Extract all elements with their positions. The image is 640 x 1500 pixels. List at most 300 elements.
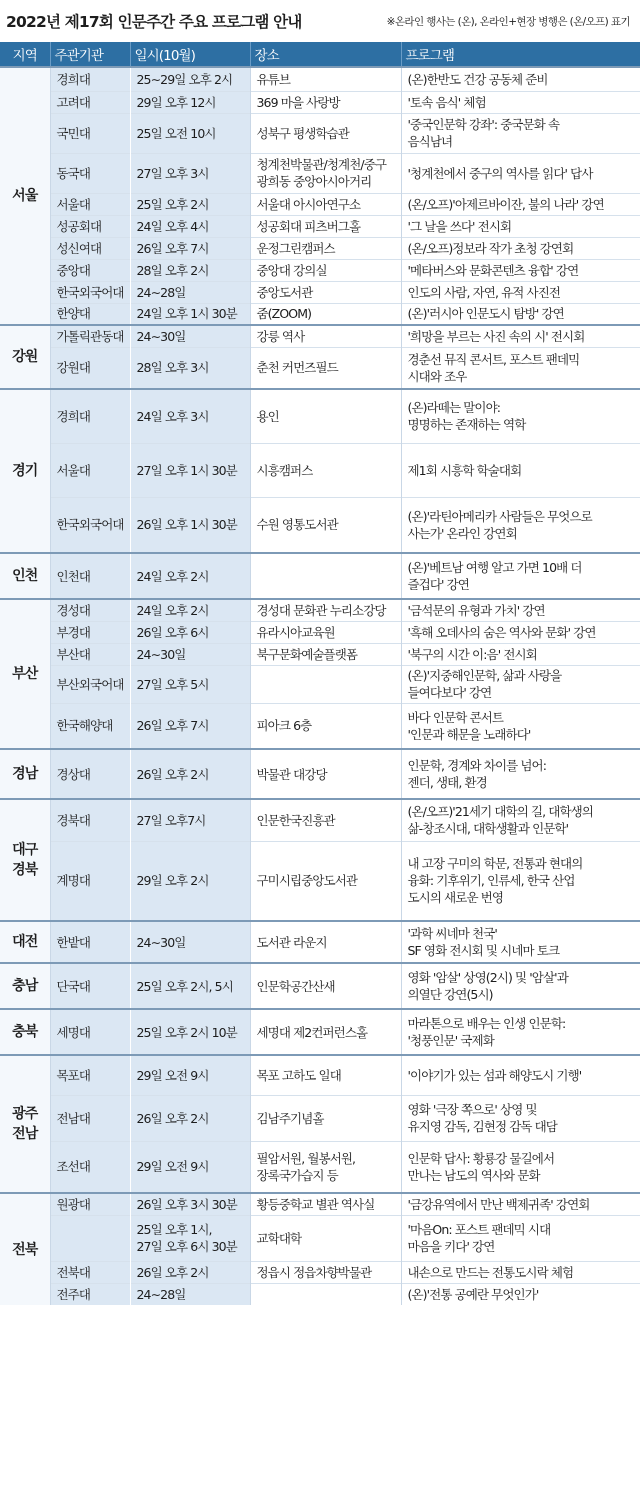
place-cell: [250, 921, 401, 963]
table-row: [0, 1141, 640, 1193]
program-cell: [401, 259, 640, 281]
text-line: 김남주기념홀: [256, 1110, 324, 1126]
organizer-cell: 경희대: [50, 389, 130, 443]
text-line: (온)'러시아 인문도시 탐방' 강연: [407, 306, 564, 322]
text-line: 26일 오후 7시: [136, 240, 209, 256]
region-cell: [0, 553, 50, 599]
program-cell: [401, 389, 640, 443]
text-line: 24일 오후 1시 30분: [136, 306, 237, 322]
organizer-cell: 경희대: [50, 67, 130, 91]
organizer-cell: 경북대: [50, 799, 130, 841]
date-cell: [130, 1193, 250, 1215]
table-row: [0, 921, 640, 963]
organizer-cell: 전주대: [50, 1283, 130, 1305]
text-line: 25∼29일 오후 2시: [136, 71, 233, 87]
date-cell: [130, 91, 250, 113]
place-cell: [250, 259, 401, 281]
table-row: [0, 1055, 640, 1095]
date-cell: [130, 799, 250, 841]
text-line: 마음을 키다' 강연: [407, 1239, 495, 1254]
place-cell: [250, 215, 401, 237]
text-line: 강원: [12, 349, 38, 365]
program-cell: [401, 91, 640, 113]
text-line: 피아크 6층: [256, 718, 312, 734]
place-cell: [250, 799, 401, 841]
text-line: 대전: [12, 934, 38, 950]
date-cell: [130, 303, 250, 325]
date-cell: [130, 237, 250, 259]
date-cell: [130, 259, 250, 281]
text-line: '이야기가 있는 섬과 해양도시 기행': [407, 1067, 582, 1083]
organizer-cell: 단국대: [50, 963, 130, 1009]
program-cell: [401, 621, 640, 643]
region-cell: [0, 1193, 50, 1305]
program-cell: [401, 553, 640, 599]
text-line: 내손으로 만드는 전통도시락 체험: [407, 1264, 574, 1280]
text-line: 성북구 평생학습관: [256, 125, 349, 141]
region-cell: [0, 599, 50, 749]
text-line: (온)라떼는 말이야:: [407, 400, 501, 416]
text-line: 경북: [12, 862, 38, 878]
table-row: [0, 153, 640, 193]
program-cell: [401, 281, 640, 303]
text-line: '청계천에서 중구의 역사를 읽다' 답사: [407, 165, 593, 181]
text-line: 정읍시 정읍차향박물관: [256, 1264, 372, 1280]
program-cell: [401, 215, 640, 237]
date-cell: [130, 749, 250, 799]
place-cell: [250, 325, 401, 347]
text-line: 29일 오후 12시: [136, 94, 216, 110]
region-cell: [0, 963, 50, 1009]
text-line: 강릉 역사: [256, 328, 305, 344]
text-line: 24일 오후 3시: [136, 408, 209, 424]
program-cell: [401, 237, 640, 259]
table-row: [0, 303, 640, 325]
table-row: [0, 91, 640, 113]
table-row: [0, 67, 640, 91]
text-line: 인문학 답사: 황룡강 물길에서: [407, 1150, 555, 1166]
text-line: 25일 오후 2시 10분: [136, 1024, 237, 1040]
text-line: 인문학공간산새: [256, 978, 335, 994]
program-cell: [401, 1141, 640, 1193]
text-line: (온)한반도 건강 공동체 준비: [407, 71, 548, 87]
date-cell: [130, 1141, 250, 1193]
text-line: 서울대 아시아연구소: [256, 196, 361, 212]
program-cell: [401, 599, 640, 621]
text-line: 26일 오후 1시 30분: [136, 517, 237, 533]
program-cell: [401, 1283, 640, 1305]
text-line: 도시의 새로운 번영: [407, 890, 504, 906]
organizer-cell: 전북대: [50, 1261, 130, 1283]
place-cell: [250, 1055, 401, 1095]
region-cell: [0, 921, 50, 963]
program-cell: [401, 325, 640, 347]
organizer-cell: 한국외국어대: [50, 497, 130, 553]
organizer-cell: 목포대: [50, 1055, 130, 1095]
text-line: 26일 오후 6시: [136, 624, 209, 640]
text-line: 교학대학: [256, 1230, 302, 1246]
date-cell: [130, 841, 250, 921]
text-line: 25일 오후 2시: [136, 196, 209, 212]
text-line: 유지영 감독, 김현정 감독 대담: [407, 1119, 557, 1134]
table-row: [0, 621, 640, 643]
program-table: [0, 42, 640, 1305]
text-line: 만나는 남도의 역사와 문화: [407, 1167, 540, 1183]
text-line: 도서관 라운지: [256, 934, 327, 950]
program-cell: [401, 193, 640, 215]
table-row: [0, 281, 640, 303]
organizer-cell: 한국해양대: [50, 703, 130, 749]
table-row: [0, 963, 640, 1009]
organizer-cell: 전남대: [50, 1095, 130, 1141]
place-cell: [250, 237, 401, 259]
text-line: 충남: [12, 978, 38, 994]
program-cell: [401, 1095, 640, 1141]
text-line: 경성대 문화관 누리소강당: [256, 602, 386, 618]
organizer-cell: 고려대: [50, 91, 130, 113]
date-cell: [130, 1055, 250, 1095]
text-line: 사는가' 온라인 강연회: [407, 525, 517, 541]
text-line: 중앙도서관: [256, 284, 313, 300]
text-line: 용인: [256, 408, 279, 424]
date-cell: [130, 963, 250, 1009]
table-row: [0, 497, 640, 553]
text-line: 27일 오후 5시: [136, 676, 209, 692]
place-cell: [250, 553, 401, 599]
table-row: [0, 665, 640, 703]
text-line: 24∼28일: [136, 284, 186, 300]
organizer-cell: 서울대: [50, 193, 130, 215]
organizer-cell: 부경대: [50, 621, 130, 643]
place-cell: [250, 443, 401, 497]
program-cell: [401, 643, 640, 665]
text-line: 28일 오후 2시: [136, 262, 209, 278]
legend-note: ※온라인 행사는 (온), 온라인+현장 병행은 (온/오프) 표기: [386, 15, 630, 28]
text-line: 전북: [12, 1241, 38, 1258]
program-cell: [401, 497, 640, 553]
text-line: 27일 오후 6시 30분: [136, 1239, 237, 1254]
region-cell: [0, 67, 50, 325]
organizer-cell: [50, 1215, 130, 1261]
date-cell: [130, 193, 250, 215]
column-header-region: 지역: [0, 42, 50, 67]
date-cell: [130, 1095, 250, 1141]
text-line: '금강유역에서 만난 백제귀족' 강연회: [407, 1196, 590, 1212]
text-line: (온)'라틴아메리카 사람들은 무엇으로: [407, 508, 592, 524]
organizer-cell: 한밭대: [50, 921, 130, 963]
date-cell: [130, 703, 250, 749]
place-cell: [250, 621, 401, 643]
text-line: (온/오프)정보라 작가 초청 강연회: [407, 240, 574, 256]
date-cell: [130, 443, 250, 497]
table-row: [0, 703, 640, 749]
text-line: (온/오프)'아제르바이잔, 불의 나라' 강연: [407, 196, 604, 212]
date-cell: [130, 621, 250, 643]
organizer-cell: 경성대: [50, 599, 130, 621]
table-row: [0, 643, 640, 665]
table-row: [0, 389, 640, 443]
text-line: 26일 오후 3시 30분: [136, 1196, 237, 1212]
date-cell: [130, 497, 250, 553]
table-row: [0, 325, 640, 347]
organizer-cell: 가톨릭관동대: [50, 325, 130, 347]
text-line: '토속 음식' 체험: [407, 94, 486, 110]
text-line: 24일 오후 2시: [136, 568, 209, 584]
text-line: 삶-창조시대, 대학생활과 인문학': [407, 821, 569, 837]
table-row: [0, 347, 640, 389]
place-cell: [250, 1009, 401, 1055]
text-line: 필암서원, 월봉서원,: [256, 1150, 356, 1166]
program-cell: [401, 963, 640, 1009]
program-cell: [401, 153, 640, 193]
organizer-cell: 경상대: [50, 749, 130, 799]
program-cell: [401, 1261, 640, 1283]
text-line: 369 마을 사랑방: [256, 94, 340, 110]
organizer-cell: 동국대: [50, 153, 130, 193]
program-cell: [401, 1055, 640, 1095]
text-line: 성공회대 피츠버그홀: [256, 218, 361, 234]
date-cell: [130, 1283, 250, 1305]
text-line: 경기: [12, 463, 38, 479]
place-cell: [250, 643, 401, 665]
text-line: (온)'전통 공예란 무엇인가': [407, 1286, 539, 1302]
date-cell: [130, 215, 250, 237]
organizer-cell: 세명대: [50, 1009, 130, 1055]
place-cell: [250, 91, 401, 113]
place-cell: [250, 1193, 401, 1215]
place-cell: [250, 281, 401, 303]
text-line: '흑해 오데사의 숨은 역사와 문화' 강연: [407, 624, 596, 640]
date-cell: [130, 643, 250, 665]
place-cell: [250, 599, 401, 621]
region-cell: [0, 799, 50, 921]
text-line: 광주: [12, 1106, 38, 1122]
date-cell: [130, 665, 250, 703]
text-line: 27일 오후 3시: [136, 165, 209, 181]
text-line: 운정그린캠퍼스: [256, 240, 335, 256]
region-cell: [0, 1055, 50, 1193]
text-line: '희망을 부르는 사진 속의 시' 전시회: [407, 328, 585, 344]
place-cell: [250, 665, 401, 703]
program-cell: [401, 347, 640, 389]
text-line: 부산: [12, 666, 38, 682]
text-line: 경춘선 뮤직 콘서트, 포스트 팬데믹: [407, 351, 580, 367]
column-header-program: 프로그램: [401, 42, 640, 67]
program-cell: [401, 665, 640, 703]
text-line: 황등중학교 별관 역사실: [256, 1196, 375, 1212]
text-line: 북구문화예술플랫폼: [256, 646, 358, 662]
place-cell: [250, 193, 401, 215]
text-line: 춘천 커먼즈필드: [256, 360, 338, 376]
table-row: [0, 1009, 640, 1055]
table-row: [0, 799, 640, 841]
date-cell: [130, 113, 250, 153]
text-line: '그 날을 쓰다' 전시회: [407, 218, 512, 234]
region-cell: [0, 1009, 50, 1055]
program-cell: [401, 1193, 640, 1215]
text-line: 장록국가습지 등: [256, 1167, 338, 1183]
text-line: 27일 오후7시: [136, 812, 206, 828]
text-line: '인문과 해문을 노래하다': [407, 726, 531, 742]
text-line: 24∼30일: [136, 646, 186, 662]
text-line: 젠더, 생태, 환경: [407, 775, 487, 790]
text-line: (온/오프)'21세기 대학의 길, 대학생의: [407, 804, 593, 820]
table-row: [0, 841, 640, 921]
text-line: 26일 오후 2시: [136, 766, 209, 782]
text-line: 명명하는 존재하는 역학: [407, 417, 526, 433]
text-line: '메타버스와 문화콘텐츠 융합' 강연: [407, 262, 579, 278]
text-line: 인문한국진흥관: [256, 812, 335, 828]
text-line: 청계천박물관/청계천/중구: [256, 157, 387, 172]
date-cell: [130, 67, 250, 91]
place-cell: [250, 749, 401, 799]
table-row: [0, 749, 640, 799]
table-row: [0, 259, 640, 281]
text-line: 27일 오후 1시 30분: [136, 462, 237, 478]
program-cell: [401, 921, 640, 963]
text-line: 음식남녀: [407, 134, 453, 149]
organizer-cell: 조선대: [50, 1141, 130, 1193]
place-cell: [250, 389, 401, 443]
text-line: SF 영화 전시회 및 시네마 토크: [407, 943, 560, 958]
text-line: 내 고장 구미의 학문, 전통과 현대의: [407, 856, 583, 872]
table-body: [0, 67, 640, 1305]
program-cell: [401, 113, 640, 153]
program-cell: [401, 841, 640, 921]
date-cell: [130, 153, 250, 193]
date-cell: [130, 281, 250, 303]
text-line: 충북: [12, 1024, 38, 1040]
table-row: [0, 215, 640, 237]
text-line: (온)'지중해인문학, 삶과 사랑을: [407, 668, 562, 683]
text-line: 28일 오후 3시: [136, 360, 209, 376]
text-line: 목포 고하도 일대: [256, 1067, 341, 1083]
organizer-cell: 인천대: [50, 553, 130, 599]
place-cell: [250, 1141, 401, 1193]
text-line: 29일 오후 2시: [136, 873, 209, 889]
organizer-cell: 국민대: [50, 113, 130, 153]
program-cell: [401, 799, 640, 841]
place-cell: [250, 841, 401, 921]
text-line: 제1회 시흥학 학술대회: [407, 462, 522, 478]
text-line: 24∼30일: [136, 934, 186, 950]
text-line: 줌(ZOOM): [256, 306, 312, 322]
table-row: [0, 1283, 640, 1305]
text-line: (온)'베트남 여행 알고 가면 10배 더: [407, 560, 582, 575]
column-header-organizer: 주관기관: [50, 42, 130, 67]
text-line: 영화 '암살' 상영(2시) 및 '암살'과: [407, 970, 568, 985]
text-line: '청풍인문' 국제화: [407, 1033, 494, 1048]
place-cell: [250, 1283, 401, 1305]
text-line: 서울: [12, 188, 38, 204]
organizer-cell: 성신여대: [50, 237, 130, 259]
date-cell: [130, 1009, 250, 1055]
text-line: '금석문의 유형과 가치' 강연: [407, 602, 545, 618]
table-row: [0, 1215, 640, 1261]
organizer-cell: 원광대: [50, 1193, 130, 1215]
organizer-cell: 부산대: [50, 643, 130, 665]
date-cell: [130, 1215, 250, 1261]
column-header-place: 장소: [250, 42, 401, 67]
text-line: '중국인문학 강좌': 중국문화 속: [407, 117, 560, 132]
text-line: 중앙대 강의실: [256, 262, 327, 278]
text-line: 세명대 제2컨퍼런스홀: [256, 1024, 368, 1040]
organizer-cell: 강원대: [50, 347, 130, 389]
text-line: 즐겁다' 강연: [407, 577, 469, 592]
text-line: 25일 오전 10시: [136, 125, 216, 141]
program-cell: [401, 749, 640, 799]
text-line: 광희동 중앙아시아거리: [256, 174, 372, 189]
text-line: 시흥캠퍼스: [256, 462, 313, 478]
place-cell: [250, 1261, 401, 1283]
text-line: '과학 씨네마 천국': [407, 926, 497, 941]
organizer-cell: 한국외국어대: [50, 281, 130, 303]
organizer-cell: 한양대: [50, 303, 130, 325]
place-cell: [250, 1215, 401, 1261]
table-row: [0, 1261, 640, 1283]
program-cell: [401, 443, 640, 497]
program-cell: [401, 1215, 640, 1261]
organizer-cell: 성공회대: [50, 215, 130, 237]
region-cell: [0, 749, 50, 799]
date-cell: [130, 325, 250, 347]
place-cell: [250, 1095, 401, 1141]
column-header-date: 일시(10월): [130, 42, 250, 67]
place-cell: [250, 963, 401, 1009]
table-row: [0, 1193, 640, 1215]
text-line: 융화: 기후위기, 인류세, 한국 산업: [407, 873, 575, 889]
table-row: [0, 1095, 640, 1141]
text-line: 26일 오후 2시: [136, 1264, 209, 1280]
text-line: 영화 '극장 쪽으로' 상영 및: [407, 1102, 537, 1117]
text-line: 바다 인문학 콘서트: [407, 709, 504, 725]
text-line: 24∼30일: [136, 328, 186, 344]
date-cell: [130, 553, 250, 599]
text-line: 25일 오후 1시,: [136, 1222, 212, 1237]
text-line: 인문학, 경계와 차이를 넘어:: [407, 758, 547, 773]
text-line: '북구의 시간 이:음' 전시회: [407, 646, 537, 662]
text-line: 26일 오후 7시: [136, 718, 209, 734]
table-row: [0, 553, 640, 599]
place-cell: [250, 497, 401, 553]
place-cell: [250, 703, 401, 749]
date-cell: [130, 921, 250, 963]
organizer-cell: 부산외국어대: [50, 665, 130, 703]
text-line: 마라톤으로 배우는 인생 인문학:: [407, 1016, 566, 1031]
place-cell: [250, 347, 401, 389]
table-row: [0, 193, 640, 215]
text-line: 24일 오후 2시: [136, 602, 209, 618]
text-line: 유튜브: [256, 71, 291, 87]
table-row: [0, 237, 640, 259]
date-cell: [130, 599, 250, 621]
organizer-cell: 서울대: [50, 443, 130, 497]
text-line: 박물관 대강당: [256, 766, 327, 782]
organizer-cell: 계명대: [50, 841, 130, 921]
place-cell: [250, 67, 401, 91]
text-line: 경남: [12, 766, 38, 782]
text-line: 구미시립중앙도서관: [256, 873, 358, 889]
program-cell: [401, 1009, 640, 1055]
region-cell: [0, 325, 50, 389]
text-line: 인도의 사람, 자연, 유적 사진전: [407, 284, 561, 300]
text-line: 수원 영통도서관: [256, 517, 338, 533]
place-cell: [250, 303, 401, 325]
text-line: 대구: [12, 842, 38, 858]
program-cell: [401, 67, 640, 91]
table-row: [0, 599, 640, 621]
text-line: 26일 오후 2시: [136, 1110, 209, 1126]
